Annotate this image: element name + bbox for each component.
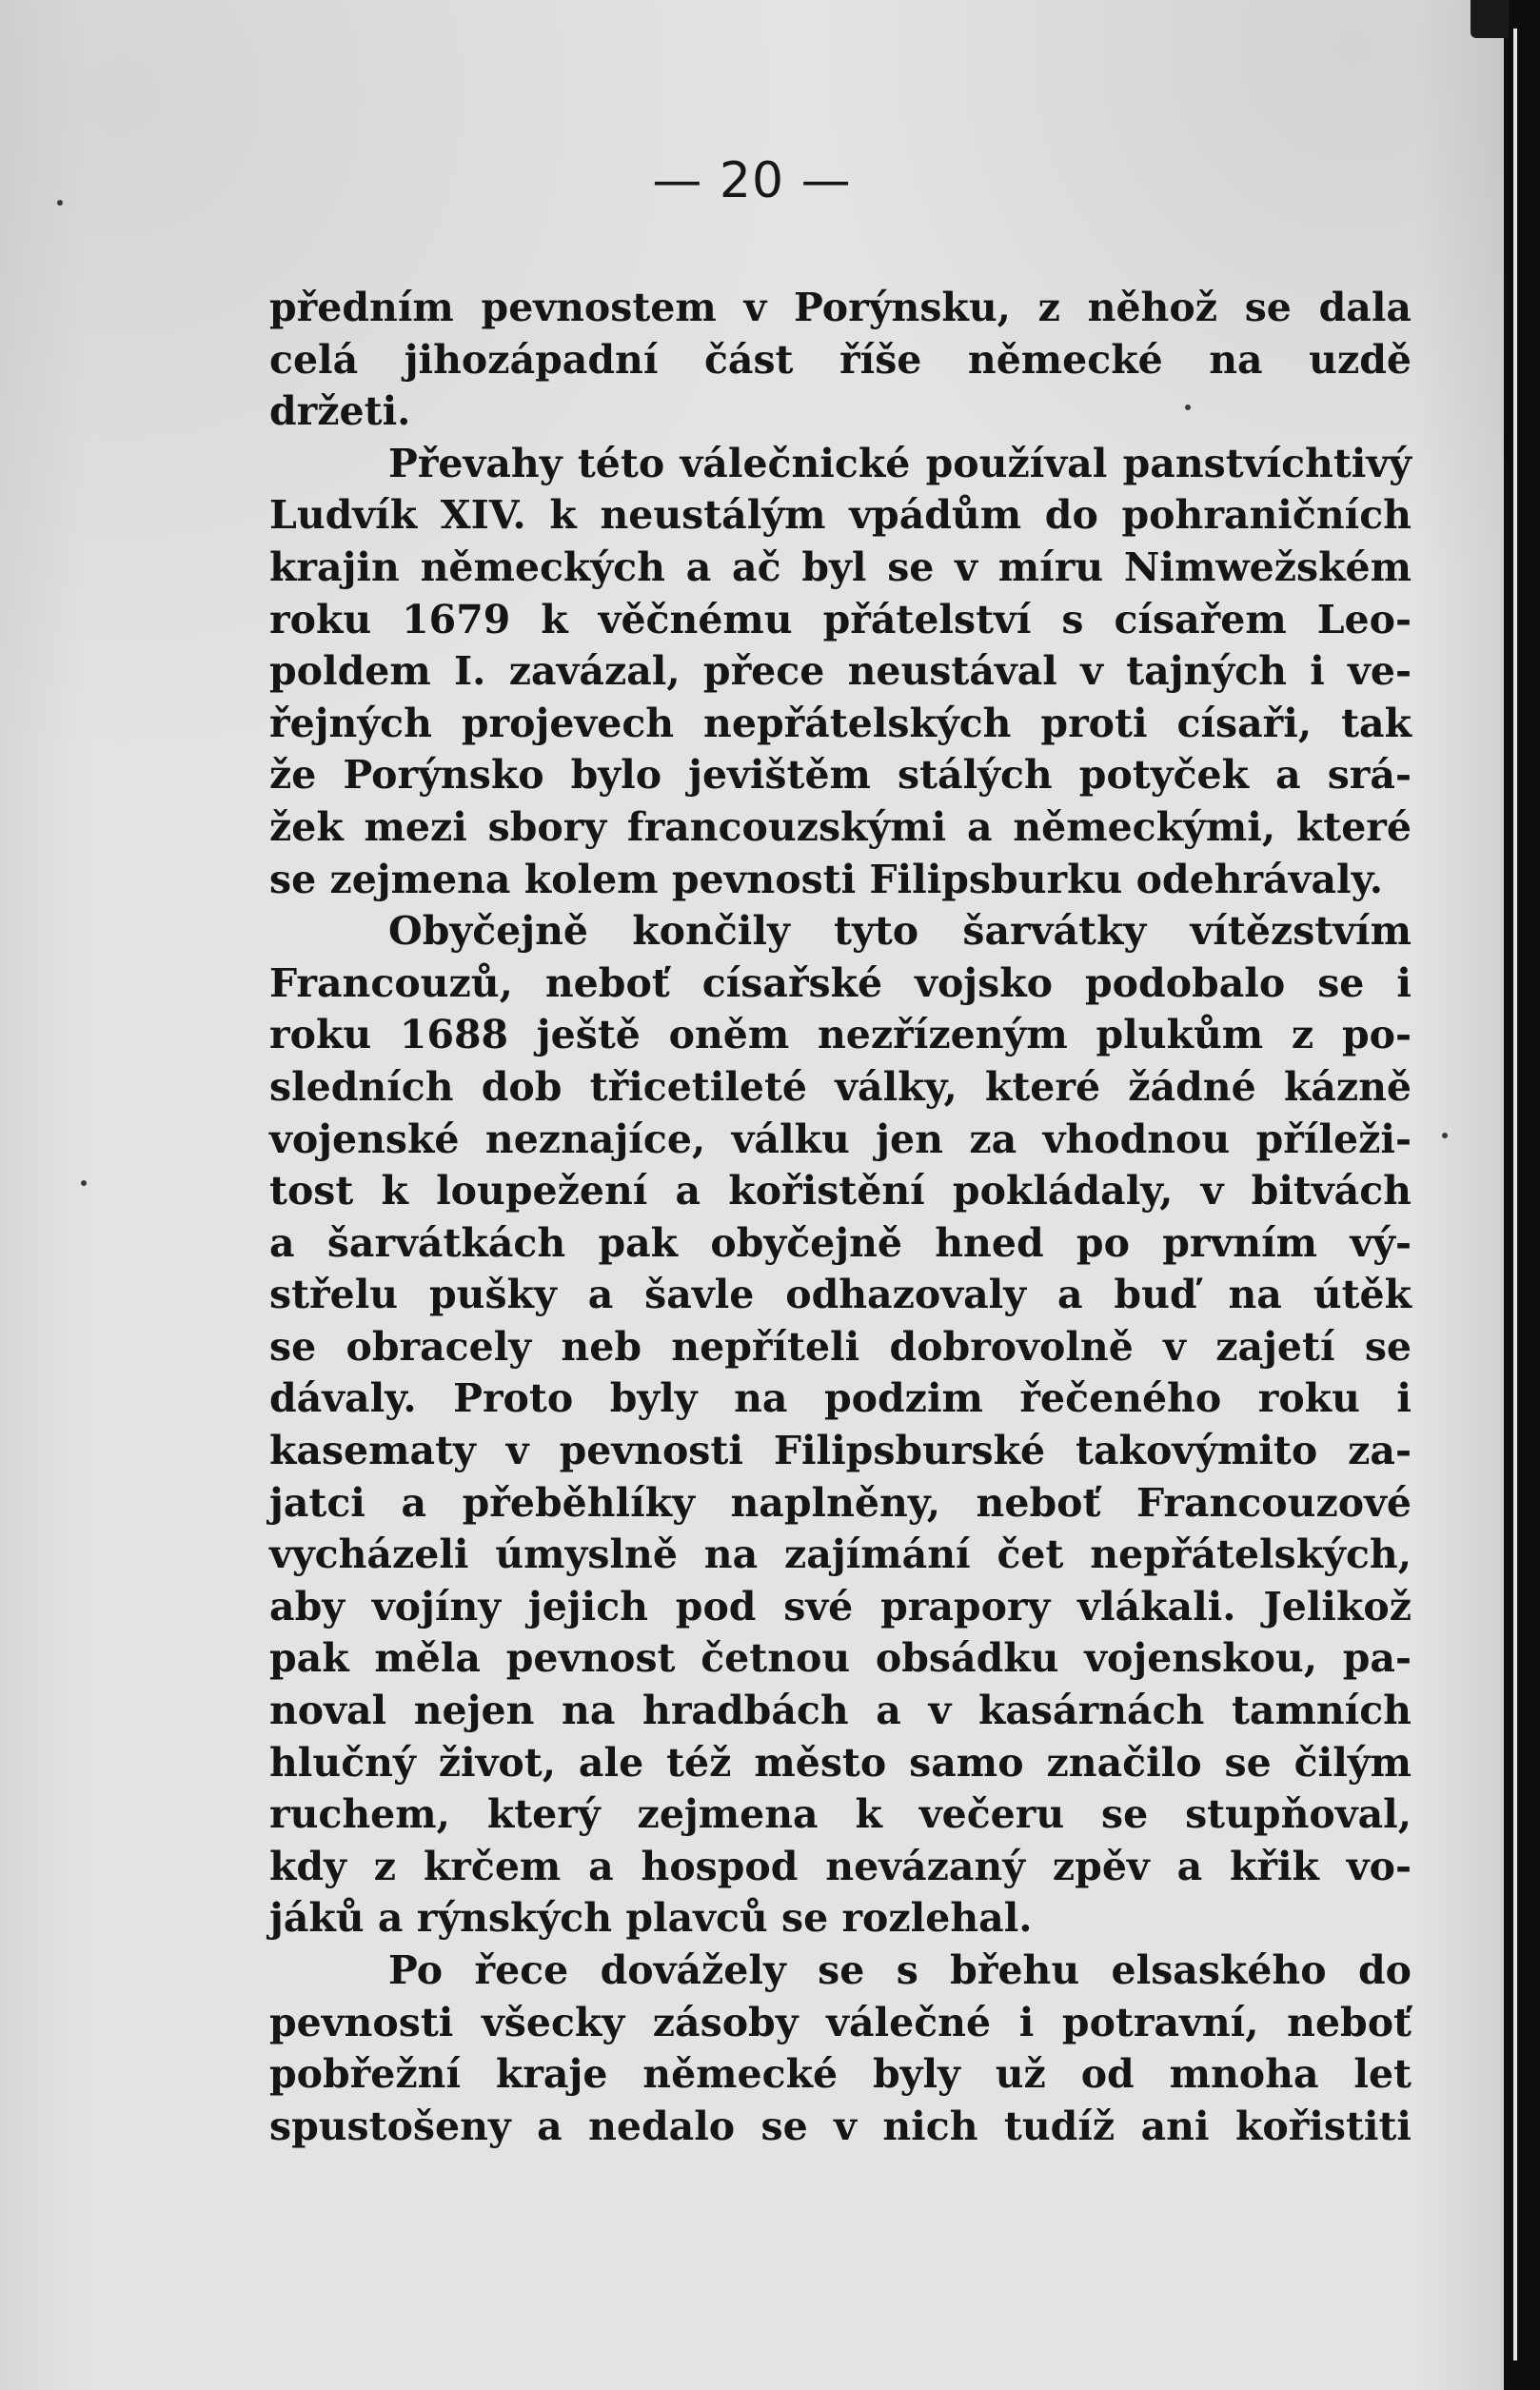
paper-speck	[1442, 1133, 1448, 1138]
text-line: celá jihozápadní část říše německé na uzdě	[269, 336, 1412, 383]
text-line: Po řece dovážely se s břehu elsaského do	[388, 1947, 1412, 1993]
text-line: sledních dob třicetileté války, které žádné kázně	[269, 1063, 1412, 1110]
text-line: se obracely neb nepříteli dobrovolně v zajetí se	[269, 1323, 1412, 1370]
text-line: hlučný život, ale též město samo značilo se čilým	[269, 1739, 1412, 1786]
text-line: Převahy této válečnické používal panstvíchtivý	[388, 440, 1412, 486]
text-line: vycházeli úmyslně na zajímání čet nepřátelských,	[269, 1531, 1412, 1578]
text-line: řejných projevech nepřátelských proti císaři, tak	[269, 700, 1412, 746]
text-line: že Porýnsko bylo jevištěm stálých potyček a srá-	[269, 752, 1412, 799]
paper-speck	[81, 1180, 87, 1186]
paper-speck	[1185, 405, 1191, 410]
text-line: noval nejen na hradbách a v kasárnách tamních	[269, 1688, 1412, 1734]
text-line: roku 1679 k věčnému přátelství s císařem Leo-	[269, 596, 1412, 642]
text-line: Obyčejně končily tyto šarvátky vítězstvím	[388, 908, 1412, 955]
text-line: spustošeny a nedalo se v nich tudíž ani kořistiti	[269, 2103, 1412, 2149]
scan-edge-line	[1513, 29, 1517, 2360]
text-line: se zejmena kolem pevnosti Filipsburku odehrávaly.	[269, 856, 1384, 902]
text-line: a šarvátkách pak obyčejně hned po prvním vý-	[269, 1219, 1412, 1266]
text-line: roku 1688 ještě oněm nezřízeným plukům z po-	[269, 1012, 1412, 1058]
text-line: Ludvík XIV. k neustálým vpádům do pohraničních	[269, 492, 1412, 539]
text-line: jáků a rýnských plavců se rozlehal.	[269, 1895, 1033, 1942]
paper-speck	[57, 200, 63, 206]
text-line: krajin německých a ač byl se v míru Nimwežském	[269, 543, 1412, 590]
text-line: jatci a přeběhlíky naplněny, neboť Francouzové	[269, 1479, 1412, 1526]
text-line: pevnosti všecky zásoby válečné i potravní, neboť	[269, 1999, 1412, 2045]
body-text	[269, 282, 1412, 2152]
text-line: předním pevnostem v Porýnsku, z něhož se dala	[269, 285, 1412, 330]
text-line: aby vojíny jejich pod své prapory vlákali. Jelikož	[269, 1583, 1412, 1630]
page-number: — 20 —	[652, 152, 852, 209]
text-line: držeti.	[269, 388, 411, 435]
scan-corner	[1471, 0, 1509, 38]
scan-edge	[1504, 0, 1540, 2390]
text-line: kasematy v pevnosti Filipsburské takovýmito za-	[269, 1428, 1412, 1474]
text-line: žek mezi sbory francouzskými a německými, které	[269, 803, 1412, 850]
text-line: ruchem, který zejmena k večeru se stupňoval,	[269, 1791, 1412, 1838]
text-line: kdy z krčem a hospod nevázaný zpěv a křik vo-	[269, 1843, 1412, 1889]
text-line: tost k loupežení a kořistění pokládaly, v bitvách	[269, 1168, 1412, 1215]
text-line: střelu pušky a šavle odhazovaly a buď na útěk	[269, 1272, 1412, 1318]
text-line: poldem I. zavázal, přece neustával v tajných i ve-	[269, 648, 1412, 695]
text-line: Francouzů, neboť císařské vojsko podobalo se i	[269, 959, 1412, 1006]
text-line: dávaly. Proto byly na podzim řečeného roku i	[269, 1375, 1412, 1422]
text-line: pak měla pevnost četnou obsádku vojenskou, pa-	[269, 1635, 1412, 1682]
text-line: vojenské neznajíce, válku jen za vhodnou příleži-	[269, 1116, 1412, 1162]
text-line: pobřežní kraje německé byly už od mnoha let	[269, 2051, 1412, 2098]
